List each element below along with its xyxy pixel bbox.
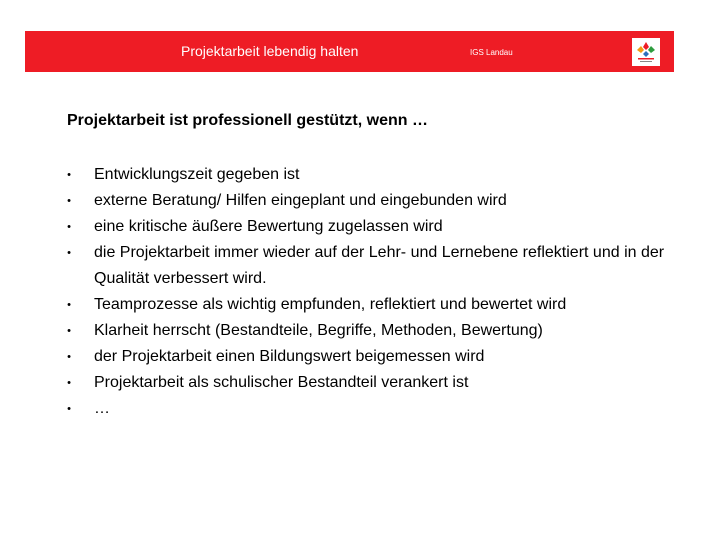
bullet-icon: • <box>67 247 71 259</box>
school-logo-icon <box>632 38 660 66</box>
list-item <box>62 162 682 188</box>
banner-title: Projektarbeit lebendig halten <box>181 43 359 59</box>
slide-heading: Projektarbeit ist professionell gestützt, wenn … <box>67 112 428 129</box>
list-item-text: der Projektarbeit einen Bildungswert beigemessen wird <box>94 348 485 365</box>
bullet-icon: • <box>67 299 71 311</box>
list-item-text: Teamprozesse als wichtig empfunden, reflektiert und bewertet wird <box>94 296 567 313</box>
header-banner <box>25 31 674 72</box>
list-item-text: Entwicklungszeit gegeben ist <box>94 166 300 183</box>
list-item <box>62 240 682 292</box>
list-item <box>62 396 682 422</box>
list-item <box>62 370 682 396</box>
list-item <box>62 214 682 240</box>
list-item <box>62 344 682 370</box>
banner-school-name: IGS Landau <box>470 48 513 57</box>
list-item-text: eine kritische äußere Bewertung zugelassen wird <box>94 218 443 235</box>
bullet-icon: • <box>67 351 71 363</box>
list-item-text: externe Beratung/ Hilfen eingeplant und eingebunden wird <box>94 192 507 209</box>
bullet-icon: • <box>67 377 71 389</box>
list-item-text: die Projektarbeit immer wieder auf der Lehr- und Lernebene reflektiert und in der Qualität verbessert wird. <box>94 244 665 287</box>
bullet-icon: • <box>67 221 71 233</box>
list-item <box>62 292 682 318</box>
list-item <box>62 188 682 214</box>
bullet-list <box>62 162 682 422</box>
bullet-icon: • <box>67 195 71 207</box>
list-item-text: … <box>94 400 110 417</box>
bullet-icon: • <box>67 169 71 181</box>
bullet-icon: • <box>67 325 71 337</box>
list-item-text: Klarheit herrscht (Bestandteile, Begriffe, Methoden, Bewertung) <box>94 322 543 339</box>
bullet-icon: • <box>67 403 71 415</box>
list-item <box>62 318 682 344</box>
list-item-text: Projektarbeit als schulischer Bestandteil verankert ist <box>94 374 469 391</box>
